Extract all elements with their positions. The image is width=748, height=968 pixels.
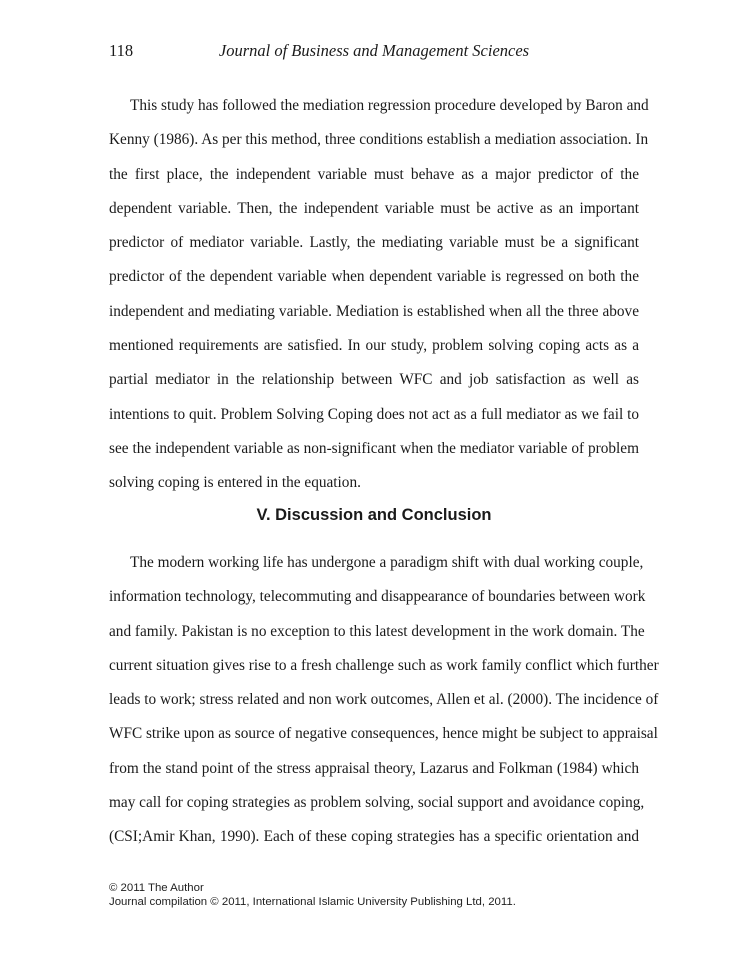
text-line: intentions to quit. Problem Solving Coping does not act as a full mediator as we fail to (109, 405, 639, 423)
text-line: partial mediator in the relationship between WFC and job satisfaction as well as (109, 371, 639, 389)
text-line: see the independent variable as non-significant when the mediator variable of problem (109, 439, 639, 457)
text-line: leads to work; stress related and non work outcomes, Allen et al. (2000). The incidence of (109, 691, 659, 709)
text-line: This study has followed the mediation regression procedure developed by Baron and (130, 97, 649, 114)
text-line: The modern working life has undergone a paradigm shift with dual working couple, (130, 554, 644, 571)
text-line: Kenny (1986). As per this method, three conditions establish a mediation association. In (109, 131, 649, 149)
text-line: predictor of the dependent variable when dependent variable is regressed on both the (109, 268, 639, 286)
text-line: from the stand point of the stress appraisal theory, Lazarus and Folkman (1984) which (109, 759, 639, 777)
text-line: information technology, telecommuting and disappearance of boundaries between work (109, 588, 646, 606)
text-line: the first place, the independent variable must behave as a major predictor of the (109, 165, 639, 183)
text-line: dependent variable. Then, the independent variable must be active as an important (109, 199, 639, 217)
page-footer (109, 881, 516, 909)
journal-title: Journal of Business and Management Sciences (218, 41, 530, 60)
section-heading: V. Discussion and Conclusion (256, 506, 492, 524)
text-line: and family. Pakistan is no exception to this latest development in the work domain. The (109, 622, 645, 640)
copyright-line: © 2011 The Author (109, 882, 204, 894)
text-line: (CSI;Amir Khan, 1990). Each of these coping strategies has a specific orientation and (109, 828, 639, 846)
text-line: predictor of mediator variable. Lastly, the mediating variable must be a significant (109, 234, 639, 252)
page-header (109, 41, 639, 63)
journal-compilation-line: Journal compilation © 2011, International Islamic University Publishing Ltd, 2011. (109, 896, 516, 908)
text-line: mentioned requirements are satisfied. In our study, problem solving coping acts as a (109, 337, 639, 355)
paragraph-mediation-procedure (109, 89, 649, 501)
text-line: WFC strike upon as source of negative consequences, hence might be subject to appraisal (109, 725, 658, 743)
paragraph-discussion (109, 546, 659, 855)
page-number: 118 (109, 41, 134, 60)
text-line: current situation gives rise to a fresh challenge such as work family conflict which further (109, 656, 659, 674)
text-line: may call for coping strategies as problem solving, social support and avoidance coping, (109, 794, 645, 812)
text-line: independent and mediating variable. Mediation is established when all the three above (109, 302, 639, 320)
text-line: solving coping is entered in the equation. (109, 474, 361, 492)
